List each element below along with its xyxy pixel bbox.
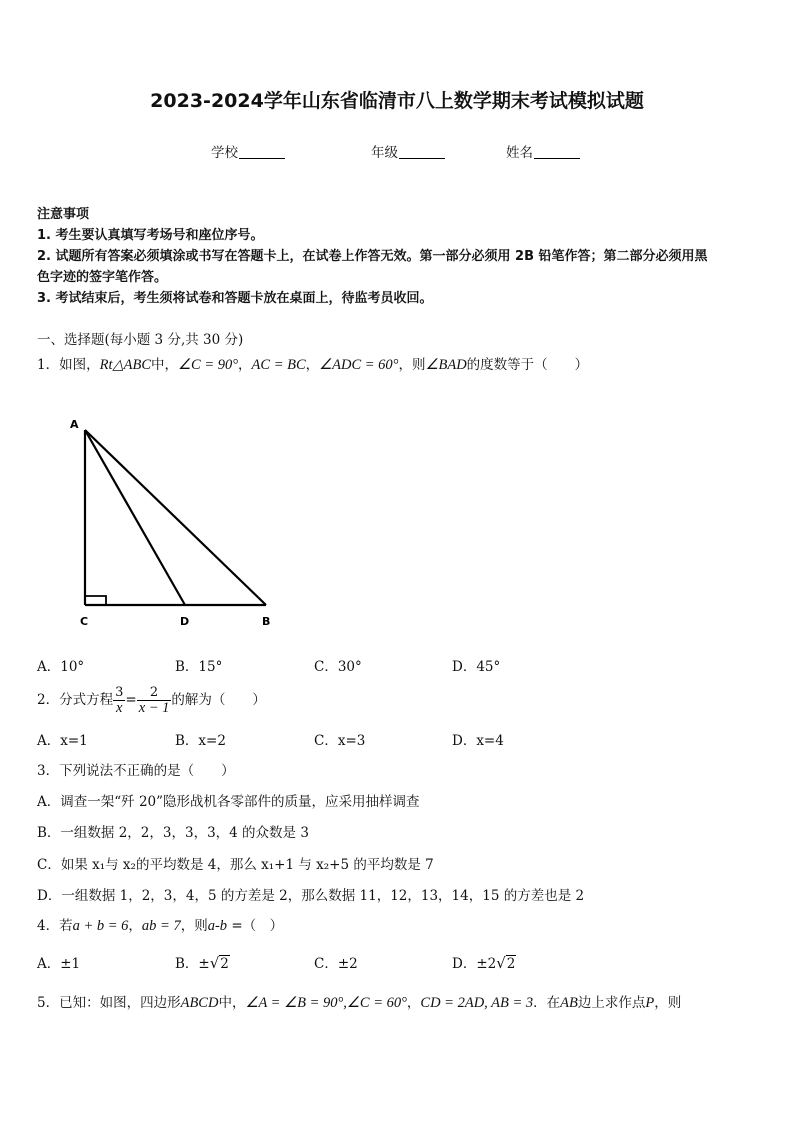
notes-heading: 注意事项	[37, 207, 90, 222]
q3-option-a[interactable]: A．调查一架“歼 20”隐形战机各零部件的质量，应采用抽样调查	[37, 794, 420, 810]
fraction-3-over-x: $\frac{3}{x}$	[115, 685, 124, 716]
q1-option-b[interactable]: B．15°	[175, 659, 223, 675]
page-title: 2023-2024学年山东省临清市八上数学期末考试模拟试题	[150, 90, 644, 112]
q1-option-c[interactable]: C．30°	[314, 659, 362, 675]
question-4: 4．若a + b = 6，ab = 7，则a-b =（ ）	[37, 918, 284, 934]
label-d: D	[180, 615, 190, 628]
q1-option-d[interactable]: D．45°	[452, 659, 501, 675]
label-b: B	[262, 615, 271, 628]
q2-option-b[interactable]: B．x=2	[175, 733, 226, 749]
q3-option-b[interactable]: B．一组数据 2，2，3，3，3，4 的众数是 3	[37, 825, 309, 841]
question-2: 2．分式方程 $\frac{3}{x}$ = $\frac{2}{x - 1}$ 的解为（ ）	[37, 685, 266, 716]
side-ab	[85, 430, 266, 605]
q4-option-c[interactable]: C．±2	[314, 956, 358, 972]
label-c: C	[80, 615, 89, 628]
label-a: A	[70, 418, 79, 431]
q2-option-a[interactable]: A．x=1	[37, 733, 88, 749]
radical-sign: √	[209, 954, 220, 972]
note-item: 色字迹的签字笔作答。	[37, 270, 168, 285]
segment-ad	[85, 430, 185, 605]
q4-option-d[interactable]: D．±2√2	[452, 954, 516, 972]
question-3: 3．下列说法不正确的是（ ）	[37, 763, 235, 779]
q2-option-c[interactable]: C．x=3	[314, 733, 366, 749]
school-blank[interactable]	[239, 144, 285, 159]
name-field: 姓名	[506, 141, 580, 161]
right-angle-mark	[85, 596, 106, 605]
question-5: 5．已知：如图，四边形ABCD中，∠A = ∠B = 90°,∠C = 60°，CD = 2AD, AB = 3．在AB边上求作点P，则	[37, 995, 682, 1011]
section-heading: 一、选择题(每小题 3 分,共 30 分)	[37, 332, 244, 348]
q4-option-a[interactable]: A．±1	[37, 956, 81, 972]
fraction-2-over-x-minus-1: $\frac{2}{x - 1}$	[138, 685, 170, 716]
name-blank[interactable]	[534, 144, 580, 159]
radical-sign: √	[496, 954, 506, 972]
grade-blank[interactable]	[399, 144, 445, 159]
question-1: 1．如图，Rt△ABC中，∠C = 90°，AC = BC，∠ADC = 60°，则∠BAD的度数等于（ ）	[37, 357, 589, 373]
q2-option-d[interactable]: D．x=4	[452, 733, 504, 749]
triangle-figure	[60, 410, 290, 640]
q3-option-c[interactable]: C．如果 x₁与 x₂的平均数是 4，那么 x₁+1 与 x₂+5 的平均数是 7	[37, 857, 434, 873]
grade-field: 年级	[371, 141, 445, 161]
q1-option-a[interactable]: A．10°	[37, 659, 85, 675]
q4-option-b[interactable]: B．±√2	[175, 954, 229, 972]
note-item: 1. 考生要认真填写考场号和座位序号。	[37, 228, 264, 243]
q3-option-d[interactable]: D．一组数据 1，2，3，4，5 的方差是 2，那么数据 11，12，13，14，15 的方差也是 2	[37, 888, 585, 904]
school-field: 学校	[211, 141, 285, 161]
note-item: 3. 考试结束后，考生须将试卷和答题卡放在桌面上，待监考员收回。	[37, 291, 433, 306]
note-item: 2. 试题所有答案必须填涂或书写在答题卡上，在试卷上作答无效。第一部分必须用 2B 铅笔作答；第二部分必须用黑	[37, 249, 708, 264]
